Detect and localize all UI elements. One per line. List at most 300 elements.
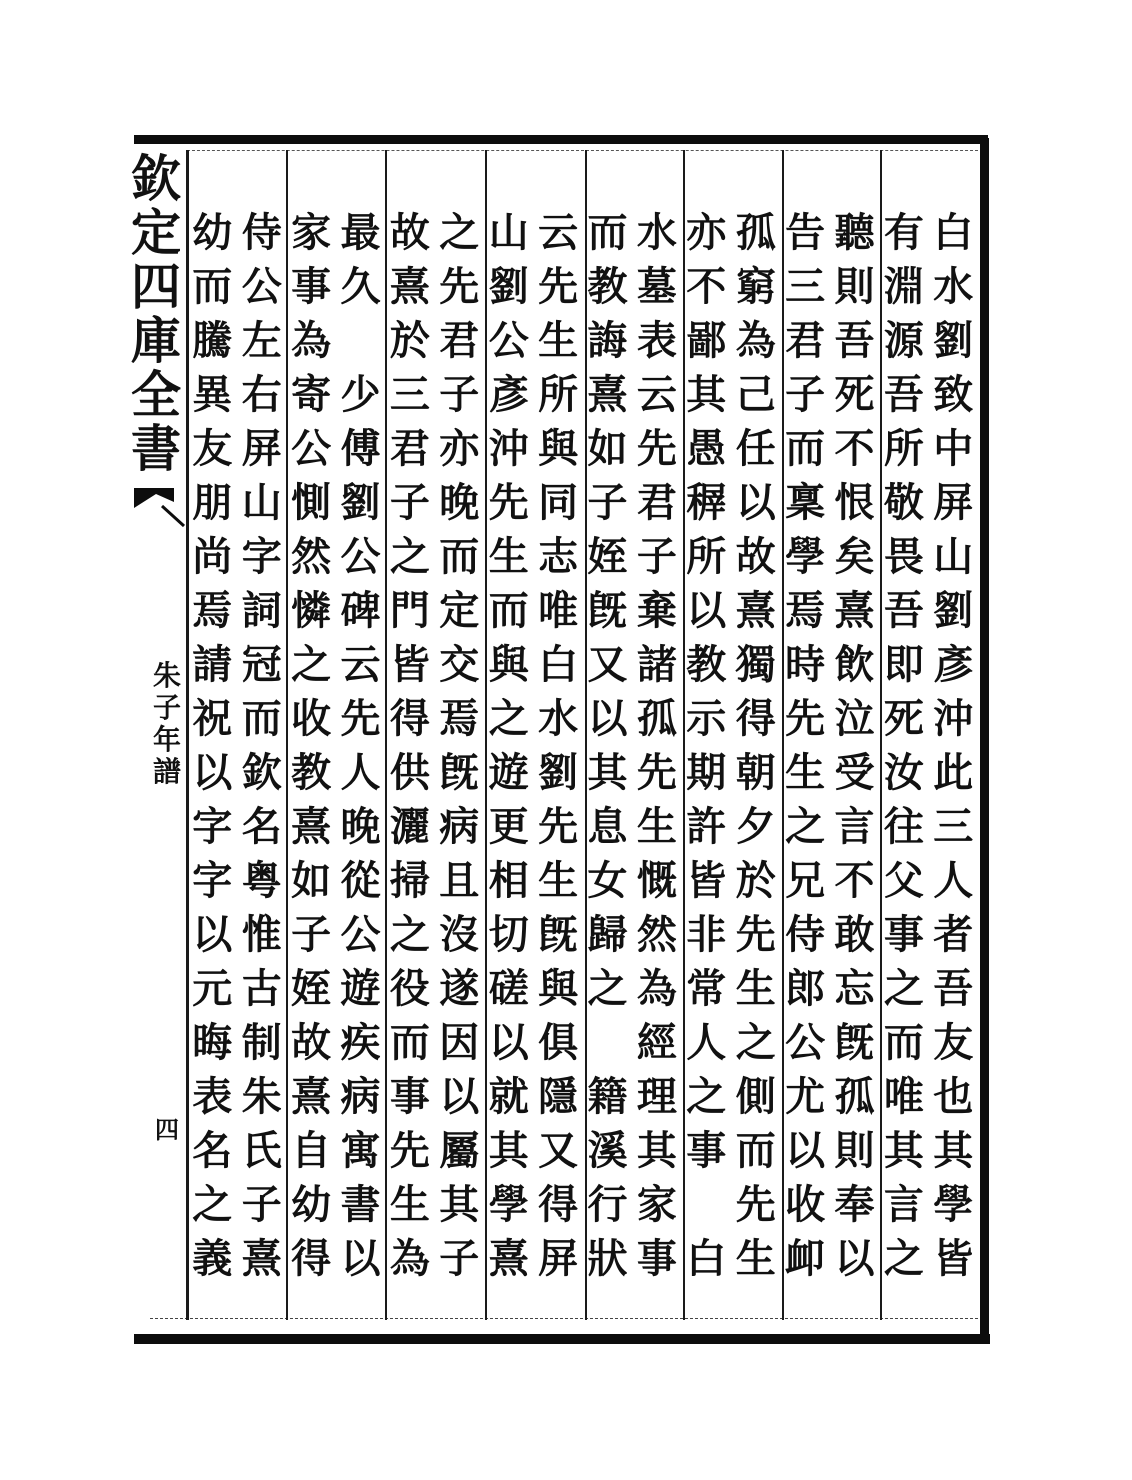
character: 以 [686,587,727,634]
character: 為 [389,1235,430,1282]
character: 女 [587,857,628,904]
character: 志 [538,533,579,580]
character: 亦 [686,209,727,256]
character: 水 [933,263,974,310]
character: 公 [241,263,282,310]
character: 以 [192,911,233,958]
character: 而 [488,587,529,634]
character: 父 [883,857,924,904]
character: 先 [488,479,529,526]
character: 為 [636,965,677,1012]
character: 子 [439,371,480,418]
character: 遂 [439,965,480,1012]
character: 病 [439,803,480,850]
character: 疾 [340,1019,381,1066]
character: 遊 [340,965,381,1012]
character: 公 [340,533,381,580]
collection-title-char: 書 [131,419,181,478]
character: 焉 [785,587,826,634]
character: 交 [439,641,480,688]
character: 任 [735,425,776,472]
character: 而 [883,1019,924,1066]
character: 而 [389,1019,430,1066]
character: 白 [538,641,579,688]
character: 先 [735,1181,776,1228]
character: 以 [587,695,628,742]
character: 吾 [883,371,924,418]
character: 收 [291,695,332,742]
collection-title-char: 四 [131,257,181,316]
column-divider [585,150,587,1320]
character: 與 [538,965,579,1012]
character: 以 [735,479,776,526]
character: 字 [192,857,233,904]
right-border [980,138,989,1342]
character: 先 [636,425,677,472]
character: 憐 [291,587,332,634]
character: 病 [340,1073,381,1120]
character: 碑 [340,587,381,634]
character: 籍 [587,1073,628,1120]
character: 公 [785,1019,826,1066]
character: 敢 [834,911,875,958]
character: 得 [735,695,776,742]
character: 表 [636,317,677,364]
text-column [734,206,778,1286]
character: 騰 [192,317,233,364]
character: 姪 [587,533,628,580]
character: 請 [192,641,233,688]
character: 孤 [636,695,677,742]
character: 熹 [389,263,430,310]
character: 古 [241,965,282,1012]
character: 經 [636,1019,677,1066]
character: 左 [241,317,282,364]
collection-title-char: 全 [131,365,181,424]
character: 云 [340,641,381,688]
character: 事 [883,911,924,958]
character: 熹 [735,587,776,634]
character: 吾 [883,587,924,634]
character: 故 [735,533,776,580]
character: 之 [389,533,430,580]
character: 學 [488,1181,529,1228]
character: 以 [834,1235,875,1282]
character: 先 [439,263,480,310]
character: 學 [785,533,826,580]
character: 屬 [439,1127,480,1174]
text-column [289,206,333,1286]
character: 棄 [636,587,677,634]
character: 教 [587,263,628,310]
character: 事 [636,1235,677,1282]
character: 門 [389,587,430,634]
character: 寄 [291,371,332,418]
character: 死 [834,371,875,418]
character: 而 [192,263,233,310]
character: 源 [883,317,924,364]
character: 故 [291,1019,332,1066]
character: 之 [192,1181,233,1228]
character: 稟 [785,479,826,526]
character: 屏 [933,479,974,526]
character: 少 [340,371,381,418]
character: 即 [883,641,924,688]
character: 公 [340,911,381,958]
character: 自 [291,1127,332,1174]
text-column [635,206,679,1286]
character: 其 [587,749,628,796]
book-title-char: 朱 [152,659,181,692]
character: 寓 [340,1127,381,1174]
character: 其 [686,371,727,418]
character: 也 [933,1073,974,1120]
character: 屏 [538,1235,579,1282]
text-column [586,206,630,1286]
character: 役 [389,965,430,1012]
collection-title-char: 欽 [131,149,181,208]
character: 從 [340,857,381,904]
character: 隱 [538,1073,579,1120]
character: 收 [785,1181,826,1228]
character: 其 [636,1127,677,1174]
character: 致 [933,371,974,418]
character: 山 [933,533,974,580]
character: 所 [883,425,924,472]
character: 亦 [439,425,480,472]
character: 名 [192,1127,233,1174]
character: 事 [291,263,332,310]
character: 死 [883,695,924,742]
character: 白 [686,1235,727,1282]
character: 子 [785,371,826,418]
character: 生 [538,857,579,904]
text-column [783,206,827,1286]
column-divider [187,150,189,1320]
top-inner-rule [187,150,978,152]
page-number: 四 [155,1115,179,1144]
character: 唯 [883,1073,924,1120]
character: 往 [883,803,924,850]
character: 傅 [340,425,381,472]
character: 與 [488,641,529,688]
character: 而 [785,425,826,472]
character: 云 [538,209,579,256]
character: 然 [636,911,677,958]
character: 之 [439,209,480,256]
text-column [931,206,975,1286]
character: 祝 [192,695,233,742]
character: 異 [192,371,233,418]
column-divider [485,150,487,1320]
character: 其 [883,1127,924,1174]
character: 山 [241,479,282,526]
character: 與 [538,425,579,472]
character: 尚 [192,533,233,580]
character: 表 [192,1073,233,1120]
character: 生 [389,1181,430,1228]
character: 有 [883,209,924,256]
fishtail-ornament-icon [134,488,186,528]
character: 俱 [538,1019,579,1066]
character: 歸 [587,911,628,958]
character: 沖 [933,695,974,742]
character: 誨 [587,317,628,364]
character: 息 [587,803,628,850]
character: 氏 [241,1127,282,1174]
character: 示 [686,695,727,742]
character: 然 [291,533,332,580]
character: 所 [686,533,727,580]
character: 旣 [439,749,480,796]
character: 書 [340,1181,381,1228]
collection-title [128,149,184,478]
character: 三 [785,263,826,310]
character: 生 [538,317,579,364]
character: 而 [587,209,628,256]
character: 唯 [538,587,579,634]
character: 冠 [241,641,282,688]
character: 先 [538,803,579,850]
character: 而 [735,1127,776,1174]
character: 此 [933,749,974,796]
character: 教 [291,749,332,796]
character: 吾 [834,317,875,364]
character: 字 [192,803,233,850]
character: 受 [834,749,875,796]
character: 且 [439,857,480,904]
column-divider [880,150,882,1320]
column-divider [683,150,685,1320]
character: 其 [933,1127,974,1174]
character: 君 [389,425,430,472]
character: 磋 [488,965,529,1012]
character: 灑 [389,803,430,850]
character: 朋 [192,479,233,526]
character: 汝 [883,749,924,796]
character: 恨 [834,479,875,526]
character: 劉 [488,263,529,310]
character: 為 [291,317,332,364]
character: 之 [735,1019,776,1066]
character: 獨 [735,641,776,688]
column-divider [385,150,387,1320]
character: 畏 [883,533,924,580]
character: 晚 [439,479,480,526]
character: 不 [834,425,875,472]
character: 三 [389,371,430,418]
character: 彥 [488,371,529,418]
character: 子 [291,911,332,958]
character: 孤 [834,1073,875,1120]
character: 愚 [686,425,727,472]
character: 飲 [834,641,875,688]
character: 相 [488,857,529,904]
character: 久 [340,263,381,310]
bottom-border [134,1334,990,1344]
character: 義 [192,1235,233,1282]
character: 彥 [933,641,974,688]
character: 生 [636,803,677,850]
text-column [388,206,432,1286]
character: 得 [291,1235,332,1282]
character: 子 [439,1235,480,1282]
character: 敬 [883,479,924,526]
character: 告 [785,209,826,256]
character: 姪 [291,965,332,1012]
character: 君 [439,317,480,364]
character: 切 [488,911,529,958]
text-column [882,206,926,1286]
character: 先 [389,1127,430,1174]
character: 卹 [785,1235,826,1282]
character: 劉 [538,749,579,796]
character: 則 [834,1127,875,1174]
text-column [437,206,481,1286]
character: 同 [538,479,579,526]
character: 皆 [389,641,430,688]
character: 理 [636,1073,677,1120]
book-title-char: 譜 [152,755,181,788]
character: 常 [686,965,727,1012]
character: 其 [439,1181,480,1228]
character: 矣 [834,533,875,580]
character: 友 [933,1019,974,1066]
character: 事 [389,1073,430,1120]
character: 最 [340,209,381,256]
collection-title-char: 庫 [131,311,181,370]
character: 之 [488,695,529,742]
character: 於 [735,857,776,904]
text-column [190,206,234,1286]
character: 忘 [834,965,875,1012]
character: 兄 [785,857,826,904]
text-column [487,206,531,1286]
character: 故 [389,209,430,256]
character: 子 [241,1181,282,1228]
character: 定 [439,587,480,634]
character: 以 [192,749,233,796]
character: 君 [636,479,677,526]
character: 三 [933,803,974,850]
character: 夕 [735,803,776,850]
character: 許 [686,803,727,850]
collection-title-char: 定 [131,203,181,262]
character: 焉 [439,695,480,742]
character: 晚 [340,803,381,850]
character: 奉 [834,1181,875,1228]
character: 家 [636,1181,677,1228]
character: 皆 [933,1235,974,1282]
character: 先 [735,911,776,958]
character: 之 [587,965,628,1012]
character: 如 [291,857,332,904]
character: 慨 [636,857,677,904]
character: 公 [291,425,332,472]
character: 溪 [587,1127,628,1174]
text-column [339,206,383,1286]
character: 惟 [241,911,282,958]
character: 者 [933,911,974,958]
character: 淵 [883,263,924,310]
top-border [134,135,988,144]
character: 君 [785,317,826,364]
character: 生 [488,533,529,580]
character: 如 [587,425,628,472]
character: 所 [538,371,579,418]
character: 先 [636,749,677,796]
character: 右 [241,371,282,418]
column-divider [286,150,288,1320]
text-column [536,206,580,1286]
character: 熹 [834,587,875,634]
character: 熹 [291,1073,332,1120]
character: 朝 [735,749,776,796]
character: 屏 [241,425,282,472]
character: 熹 [241,1235,282,1282]
character: 不 [834,857,875,904]
character: 諸 [636,641,677,688]
character: 熹 [587,371,628,418]
character: 水 [538,695,579,742]
bottom-inner-rule [150,1318,978,1320]
character: 制 [241,1019,282,1066]
character: 云 [636,371,677,418]
character: 掃 [389,857,430,904]
character: 而 [439,533,480,580]
character: 之 [389,911,430,958]
character: 吾 [933,965,974,1012]
character: 旣 [834,1019,875,1066]
character: 時 [785,641,826,688]
text-column [833,206,877,1286]
character: 名 [241,803,282,850]
character: 先 [785,695,826,742]
character: 孤 [735,209,776,256]
character: 學 [933,1181,974,1228]
character: 為 [735,317,776,364]
character: 言 [883,1181,924,1228]
character: 狀 [587,1235,628,1282]
character: 晦 [192,1019,233,1066]
character: 期 [686,749,727,796]
character: 更 [488,803,529,850]
character: 人 [340,749,381,796]
character: 劉 [933,587,974,634]
character: 人 [686,1019,727,1066]
text-column [240,206,284,1286]
character: 之 [785,803,826,850]
character: 己 [735,371,776,418]
character: 幼 [291,1181,332,1228]
character: 又 [587,641,628,688]
character: 以 [340,1235,381,1282]
character: 子 [587,479,628,526]
character: 側 [735,1073,776,1120]
character: 行 [587,1181,628,1228]
character: 旣 [587,587,628,634]
character: 聽 [834,209,875,256]
character: 言 [834,803,875,850]
character: 侍 [241,209,282,256]
character: 熹 [291,803,332,850]
character: 子 [636,533,677,580]
character: 之 [291,641,332,688]
character: 墓 [636,263,677,310]
character: 白 [933,209,974,256]
character: 侍 [785,911,826,958]
character: 則 [834,263,875,310]
